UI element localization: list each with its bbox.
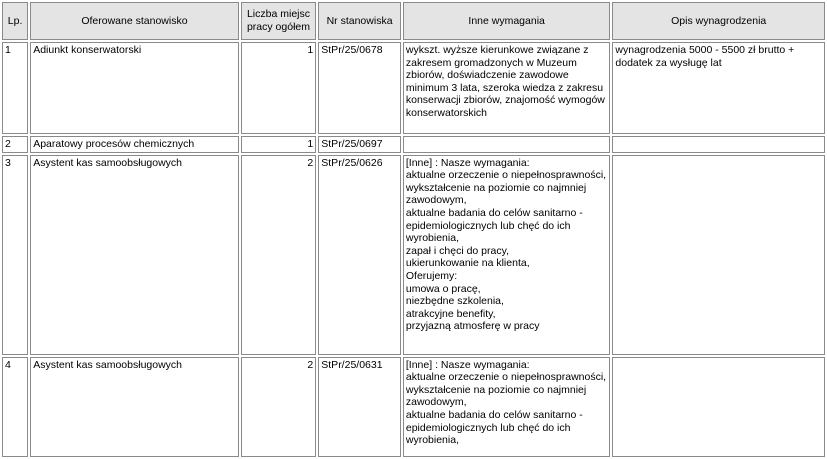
cell-requirements: [403, 136, 611, 153]
cell-number: StPr/25/0678: [318, 42, 401, 134]
header-count: Liczba miejsc pracy ogółem: [241, 2, 317, 40]
cell-salary: [612, 155, 825, 355]
header-number: Nr stanowiska: [318, 2, 401, 40]
cell-salary: wynagrodzenia 5000 - 5500 zł brutto + dodatek za wysługę lat: [612, 42, 825, 134]
cell-lp: 4: [2, 357, 28, 457]
cell-position: Asystent kas samoobsługowych: [30, 155, 239, 355]
table-header-row: [2, 2, 825, 40]
cell-lp: 2: [2, 136, 28, 153]
cell-requirements: wykszt. wyższe kierunkowe związane z zakresem gromadzonych w Muzeum zbiorów, doświadczenie zawodowe minimum 3 lata, szeroka wiedza z zakresu konserwacji zbiorów, znajomość wymogów konserwatorskich: [403, 42, 611, 134]
cell-count: 1: [241, 136, 317, 153]
table-row: [2, 136, 825, 153]
cell-count: 1: [241, 42, 317, 134]
cell-number: StPr/25/0631: [318, 357, 401, 457]
header-lp: Lp.: [2, 2, 28, 40]
header-requirements: Inne wymagania: [403, 2, 611, 40]
cell-requirements: [Inne] : Nasze wymagania: aktualne orzeczenie o niepełnosprawności, wykształcenie na poziomie co najmniej zawodowym, aktualne badania do celów sanitarno - epidemiologicznych lub chęć do ich wyrobienia,: [403, 357, 611, 457]
cell-count: 2: [241, 357, 317, 457]
cell-position: Aparatowy procesów chemicznych: [30, 136, 239, 153]
cell-salary: [612, 357, 825, 457]
cell-position: Adiunkt konserwatorski: [30, 42, 239, 134]
cell-lp: 1: [2, 42, 28, 134]
cell-requirements: [Inne] : Nasze wymagania: aktualne orzeczenie o niepełnosprawności, wykształcenie na poziomie co najmniej zawodowym, aktualne badania do celów sanitarno - epidemiologicznych lub chęć do ich wyrobienia, zapał i chęci do pracy, ukierunkowanie na klienta, Oferujemy: umowa o pracę, niezbędne szkolenia, atrakcyjne benefity, przyjazną atmosferę w pracy: [403, 155, 611, 355]
table-row: [2, 357, 825, 457]
cell-count: 2: [241, 155, 317, 355]
cell-salary: [612, 136, 825, 153]
cell-lp: 3: [2, 155, 28, 355]
header-salary: Opis wynagrodzenia: [612, 2, 825, 40]
cell-number: StPr/25/0697: [318, 136, 401, 153]
cell-position: Asystent kas samoobsługowych: [30, 357, 239, 457]
header-position: Oferowane stanowisko: [30, 2, 239, 40]
table-row: [2, 155, 825, 355]
cell-number: StPr/25/0626: [318, 155, 401, 355]
table-row: [2, 42, 825, 134]
